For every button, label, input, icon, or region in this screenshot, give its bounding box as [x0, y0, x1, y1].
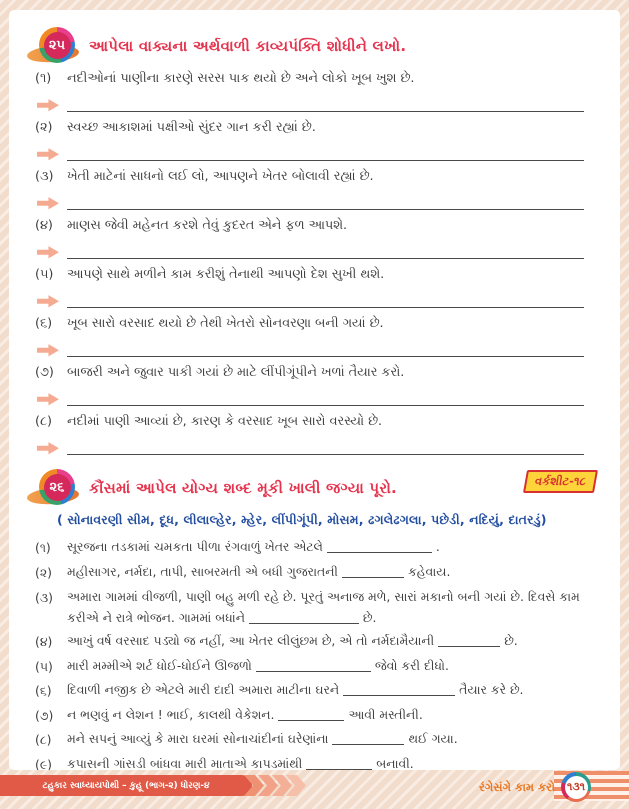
question-number: (૪)	[35, 634, 53, 650]
fill-blank-line	[249, 613, 359, 624]
question-row	[35, 119, 598, 168]
question-text-before: આખું વર્ષ વરસાદ પડ્યો જ નહીં, આ ખેતર લીલુંછમ છે, એ તો નર્મદામૈયાની	[67, 633, 435, 649]
question-row	[35, 413, 598, 462]
chevron-arrows-icon	[250, 775, 306, 796]
fill-blank-line	[306, 759, 372, 770]
worksheet-badge: વર્કશીટ-૧૮	[523, 470, 598, 493]
question-text-before: અમારા ગામમાં વીજળી, પાણી બહુ મળી રહે છે. પૂરતું અનાજ મળે, સારાં મકાનો બની ગયાં છે. દિવસે કામ કરીએ ને રાત્રે ભોજન. ગામમાં બધાંને	[67, 588, 580, 625]
answer-line	[67, 405, 584, 406]
question-number: (૪)	[35, 218, 53, 233]
question-number: (૩)	[35, 589, 53, 605]
question-text: ખેતી માટેનાં સાધનો લઈ લો, આપણને ખેતર બોલાવી રહ્યાં છે.	[67, 169, 374, 184]
question-number: (૮)	[35, 732, 52, 748]
question-text-after: છે.	[362, 609, 377, 625]
answer-line	[67, 307, 584, 308]
question-number: (૬)	[35, 316, 53, 331]
fill-blank-line	[342, 567, 404, 578]
fill-blank-line	[327, 542, 432, 553]
question-text-after: કહેવાય.	[407, 563, 451, 579]
question-number: (૧)	[35, 71, 52, 86]
question-row	[35, 364, 598, 413]
question-text-after: આવી મસ્તીની.	[348, 706, 423, 722]
fill-blank-row	[35, 704, 598, 726]
question-text-after: તૈયાર કરે છે.	[459, 682, 524, 698]
question-row	[35, 168, 598, 217]
exercise-number-ring-icon	[39, 27, 75, 63]
exercise-number-ring-icon	[39, 469, 75, 505]
word-bank: ( સોનાવરણી સીમ, દૂધ, લીલાલ્હેર, મ્હેર, લીંપીગૂંપી, મોસમ, ઢગલેઢગલા, પછેડી, નદિયું, દાતરડું)	[57, 512, 547, 527]
question-number: (૨)	[35, 120, 53, 135]
answer-line	[67, 356, 584, 357]
question-text: બાજરી અને જુવાર પાકી ગયાં છે માટે લીંપીગૂંપીને ખળાં તૈયાર કરો.	[67, 365, 405, 380]
question-text-before: મને સપનું આવ્યું કે મારા ઘરમાં સોનાચાંદીનાં ઘરેણાંના	[67, 731, 329, 747]
exercise-25-badge	[35, 26, 81, 66]
page-number-ring-icon	[561, 772, 591, 802]
footer-right	[479, 772, 591, 802]
fill-blank-row	[35, 586, 598, 628]
page-number: ૧૩૧	[565, 776, 588, 799]
question-text-before: કપાસની ગાંસડી બાંધવા મારી માતાએ કાપડમાંથી	[67, 756, 303, 770]
question-text-after: થઈ ગયા.	[408, 731, 458, 747]
question-number: (૧)	[35, 540, 51, 556]
fill-blank-line	[343, 685, 455, 696]
question-number: (૫)	[35, 267, 54, 282]
question-text-after: બનાવી.	[376, 756, 414, 770]
question-number: (૭)	[35, 707, 54, 723]
question-text-before: મારી મમ્મીએ શર્ટ ધોઈ-ધોઈને ઊજળો	[67, 657, 252, 673]
exercise-25-title: આપેલા વાક્યના અર્થવાળી કાવ્યપંક્તિ શોધીને લખો.	[89, 37, 407, 55]
question-number: (૨)	[35, 564, 52, 580]
question-row	[35, 266, 598, 315]
fill-blank-line	[438, 636, 500, 647]
question-text: આપણે સાથે મળીને કામ કરીશું તેનાથી આપણો દેશ સુખી થશે.	[67, 267, 385, 282]
question-text-after: .	[435, 539, 440, 555]
exercise-26-header	[35, 468, 598, 508]
answer-line	[67, 160, 584, 161]
answer-arrow-icon	[37, 392, 59, 406]
question-number: (૬)	[35, 683, 52, 699]
exercise-26-number: ૨૬	[44, 474, 71, 501]
question-number: (૮)	[35, 414, 53, 429]
fill-blank-line	[256, 661, 371, 672]
exercise-25-items	[35, 70, 598, 462]
fill-blank-row	[35, 655, 598, 677]
fill-blank-row	[35, 630, 598, 652]
exercise-25-number: ૨૫	[44, 32, 71, 59]
answer-arrow-icon	[37, 294, 59, 308]
answer-line	[67, 111, 584, 112]
answer-arrow-icon	[37, 147, 59, 161]
chapter-name: રંગેસંગે કામ કરો	[478, 779, 555, 794]
question-number: (૭)	[35, 365, 54, 380]
answer-arrow-icon	[37, 343, 59, 357]
question-text: નદીમાં પાણી આવ્યાં છે, કારણ કે વરસાદ ખૂબ સારો વરસ્યો છે.	[67, 414, 383, 429]
exercise-26-items	[35, 536, 598, 770]
exercise-26-title: કૌંસમાં આપેલ યોગ્ય શબ્દ મૂકી ખાલી જગ્યા પૂરો.	[89, 479, 397, 497]
book-title: ટહુકાર સ્વાધ્યાયપોથી – કુહૂ (ભાગ-૨) ધોરણ-૪	[42, 780, 210, 791]
page-footer	[0, 771, 629, 801]
question-text: ખૂબ સારો વરસાદ થયો છે તેથી ખેતરો સોનવરણા બની ગયાં છે.	[67, 316, 384, 331]
question-text-before: મહીસાગર, નર્મદા, તાપી, સાબરમતી એ બધી ગુજરાતની	[67, 563, 338, 579]
question-text-before: દિવાળી નજીક છે એટલે મારી દાદી અમારા માટીના ઘરને	[67, 682, 340, 698]
page-content	[9, 10, 620, 770]
answer-line	[67, 258, 584, 259]
fill-blank-row	[35, 728, 598, 750]
fill-blank-row	[35, 561, 598, 583]
fill-blank-row	[35, 753, 598, 770]
question-text-after: છે.	[504, 633, 518, 649]
fill-blank-line	[278, 710, 344, 721]
book-title-bar	[0, 775, 252, 796]
question-row	[35, 217, 598, 266]
question-text: સ્વચ્છ આકાશમાં પક્ષીઓ સુંદર ગાન કરી રહ્યાં છે.	[67, 120, 316, 135]
exercise-25-header	[35, 26, 598, 66]
answer-line	[67, 209, 584, 210]
fill-blank-line	[332, 734, 404, 745]
question-row	[35, 70, 598, 119]
fill-blank-row	[35, 536, 598, 558]
answer-arrow-icon	[37, 441, 59, 455]
question-text-before: ન ભણવું ન લેશન ! ભાઈ, કાલથી વેકેશન.	[67, 706, 275, 722]
answer-arrow-icon	[37, 196, 59, 210]
question-text: માણસ જેવી મહેનત કરશે તેવું કુદરત એને ફળ આપશે.	[67, 218, 348, 233]
question-number: (૩)	[35, 169, 54, 184]
question-text-after: જેવો કરી દીધો.	[374, 657, 449, 673]
exercise-26-badge	[35, 468, 81, 508]
fill-blank-row	[35, 679, 598, 701]
question-text: નદીઓનાં પાણીના કારણે સરસ પાક થયો છે અને લોકો ખૂબ ખુશ છે.	[67, 71, 415, 86]
question-number: (૫)	[35, 658, 53, 674]
question-row	[35, 315, 598, 364]
question-text-before: સૂરજના તડકામાં ચમકતા પીળા રંગવાળું ખેતર એટલે	[67, 539, 323, 555]
answer-line	[67, 454, 584, 455]
answer-arrow-icon	[37, 245, 59, 259]
answer-arrow-icon	[37, 98, 59, 112]
question-number: (૯)	[35, 757, 53, 770]
